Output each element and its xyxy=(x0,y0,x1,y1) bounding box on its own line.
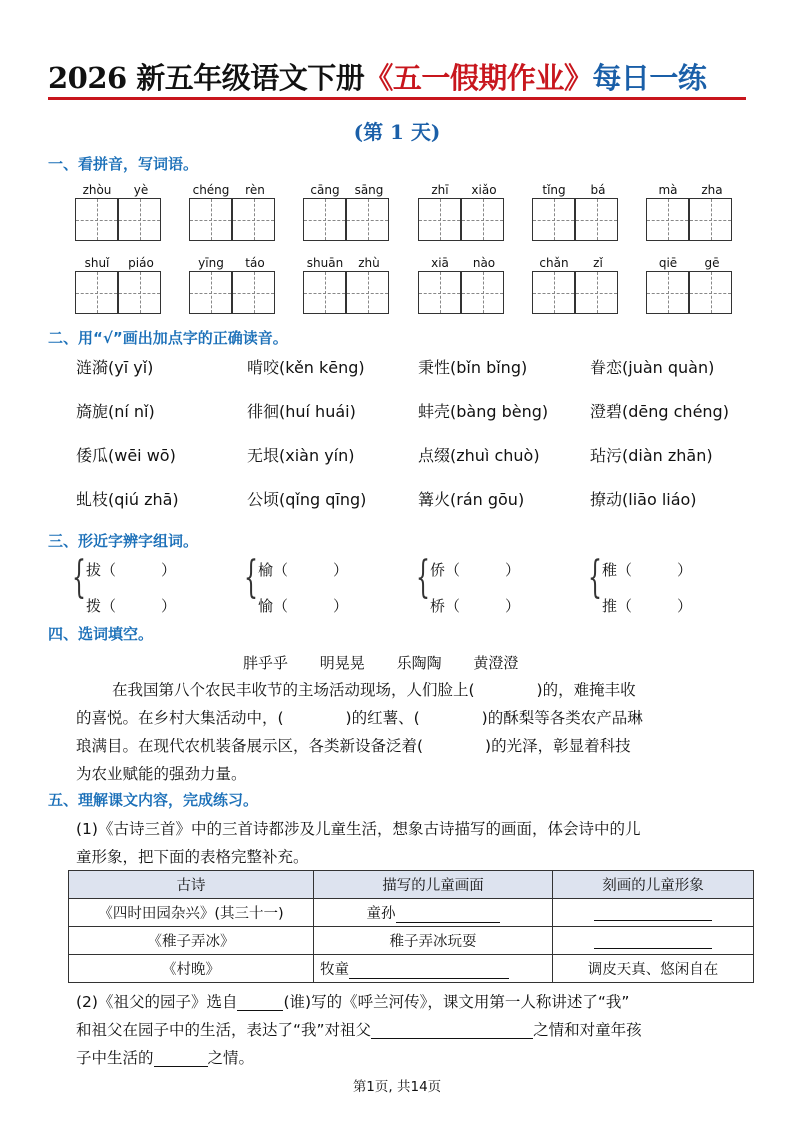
pinyin-label: zha xyxy=(701,183,723,197)
pinyin-label: zǐ xyxy=(593,256,603,270)
word-item: 胖乎乎 xyxy=(243,654,289,672)
para-line: 琅满目。在现代农机装备展示区，各类新设备泛着( )的光泽，彰显着科技 xyxy=(76,737,631,755)
section2-heading: 二、用“√”画出加点字的正确读音。 xyxy=(48,329,288,347)
page-number: 第1页, 共14页 xyxy=(352,1079,442,1095)
writing-cell[interactable] xyxy=(232,271,275,314)
table-header: 刻画的儿童形象 xyxy=(553,871,754,899)
table-header: 描写的儿童画面 xyxy=(314,871,553,899)
pinyin-label: chéng xyxy=(192,183,230,197)
pinyin-word-box xyxy=(189,256,277,326)
poem-cell: 《稚子弄冰》 xyxy=(69,927,314,955)
poem-cell: 《四时田园杂兴》(其三十一) xyxy=(69,899,314,927)
word-bank xyxy=(243,652,545,673)
pinyin-label: qiē xyxy=(658,256,678,270)
brace-icon: { xyxy=(72,552,86,603)
q1-text xyxy=(76,815,748,871)
section4-heading: 四、选词填空。 xyxy=(48,625,154,643)
reading-choice-item[interactable]: 旖旎(ní nǐ) xyxy=(76,402,155,421)
para-line: 在我国第八个农民丰收节的主场活动现场，人们脸上( )的，难掩丰收 xyxy=(112,681,636,699)
pinyin-label: nào xyxy=(472,256,496,270)
brace-icon: { xyxy=(244,552,258,603)
writing-cell[interactable] xyxy=(303,271,346,314)
image-cell xyxy=(553,927,754,955)
pinyin-label: bá xyxy=(590,183,606,197)
writing-cell[interactable] xyxy=(461,271,504,314)
pinyin-word-box xyxy=(532,256,620,326)
pinyin-label: xiā xyxy=(431,256,449,270)
reading-choice-item[interactable]: 无垠(xiàn yín) xyxy=(247,446,355,465)
image-cell xyxy=(553,899,754,927)
q2-line: 子中生活的 之情。 xyxy=(76,1049,255,1067)
subtitle: (第 1 天) xyxy=(353,120,441,144)
table-row xyxy=(69,927,754,955)
section1-heading: 一、看拼音，写词语。 xyxy=(48,155,199,173)
reading-choice-item[interactable]: 啃咬(kěn kēng) xyxy=(247,358,365,377)
char-blank[interactable]: 推（ ） xyxy=(602,597,693,615)
q1-line: (1)《古诗三首》中的三首诗都涉及儿童生活，想象古诗描写的画面，体会诗中的儿 xyxy=(76,820,641,838)
writing-cell[interactable] xyxy=(575,198,618,241)
pinyin-word-box xyxy=(189,183,277,253)
table-row xyxy=(69,899,754,927)
char-blank[interactable]: 稚（ ） xyxy=(602,561,693,579)
reading-choice-item[interactable]: 眷恋(juàn quàn) xyxy=(590,358,715,377)
pinyin-label: zhòu xyxy=(82,183,112,197)
q2-line: (2)《祖父的园子》选自 (谁)写的《呼兰河传》，课文用第一人称讲述了“我” xyxy=(76,993,630,1011)
brace-icon: { xyxy=(416,552,430,603)
word-item: 黄澄澄 xyxy=(473,654,519,672)
pinyin-label: sāng xyxy=(354,183,384,197)
writing-cell[interactable] xyxy=(346,271,389,314)
writing-cell[interactable] xyxy=(118,198,161,241)
writing-cell[interactable] xyxy=(189,271,232,314)
title-row xyxy=(48,56,748,96)
pinyin-label: yè xyxy=(133,183,149,197)
char-blank[interactable]: 愉（ ） xyxy=(258,597,349,615)
reading-choice-item[interactable]: 涟漪(yī yǐ) xyxy=(76,358,154,377)
reading-choice-item[interactable]: 秉性(bǐn bǐng) xyxy=(418,358,528,377)
reading-choice-item[interactable]: 撩动(liāo liáo) xyxy=(590,490,697,509)
writing-cell[interactable] xyxy=(461,198,504,241)
pinyin-label: rèn xyxy=(245,183,265,197)
writing-cell[interactable] xyxy=(118,271,161,314)
pinyin-word-box xyxy=(532,183,620,253)
answer-blank[interactable] xyxy=(594,904,712,921)
writing-cell[interactable] xyxy=(689,271,732,314)
table-row xyxy=(69,955,754,983)
writing-cell[interactable] xyxy=(418,198,461,241)
pinyin-label: shuān xyxy=(306,256,344,270)
char-blank[interactable]: 桥（ ） xyxy=(430,597,521,615)
reading-choice-item[interactable]: 澄碧(dēng chéng) xyxy=(590,402,729,421)
char-blank[interactable]: 拨（ ） xyxy=(86,597,177,615)
pinyin-word-box xyxy=(418,256,506,326)
answer-blank[interactable] xyxy=(237,994,283,1011)
writing-cell[interactable] xyxy=(232,198,275,241)
scene-cell: 童孙 xyxy=(314,899,553,927)
pinyin-label: táo xyxy=(245,256,265,270)
pinyin-label: yīng xyxy=(198,256,224,270)
pinyin-word-box xyxy=(303,183,391,253)
writing-cell[interactable] xyxy=(646,198,689,241)
section3-heading: 三、形近字辨字组词。 xyxy=(48,532,199,550)
writing-cell[interactable] xyxy=(532,271,575,314)
writing-cell[interactable] xyxy=(346,198,389,241)
writing-cell[interactable] xyxy=(689,198,732,241)
image-cell: 调皮天真、悠闲自在 xyxy=(553,955,754,983)
char-blank[interactable]: 榆（ ） xyxy=(258,561,349,579)
title-red: 《五一假期作业》 xyxy=(364,61,593,95)
answer-blank[interactable] xyxy=(154,1050,208,1067)
pinyin-label: tǐng xyxy=(542,183,566,197)
reading-choice-item[interactable]: 篝火(rán gōu) xyxy=(418,490,525,509)
title-blue: 每日一练 xyxy=(592,61,707,95)
page-title xyxy=(48,56,706,97)
reading-choice-item[interactable]: 点缀(zhuì chuò) xyxy=(418,446,540,465)
pinyin-label: xiǎo xyxy=(471,183,497,197)
writing-cell[interactable] xyxy=(575,271,618,314)
poem-cell: 《村晚》 xyxy=(69,955,314,983)
char-pair xyxy=(244,552,394,615)
q2-text xyxy=(76,988,748,1072)
writing-cell[interactable] xyxy=(75,198,118,241)
pinyin-word-box xyxy=(75,256,163,326)
section5-heading: 五、理解课文内容，完成练习。 xyxy=(48,791,259,809)
word-item: 明晃晃 xyxy=(319,654,365,672)
writing-cell[interactable] xyxy=(418,271,461,314)
table-header: 古诗 xyxy=(69,871,314,899)
para-line: 为农业赋能的强劲力量。 xyxy=(76,765,247,783)
fill-paragraph xyxy=(76,676,752,788)
writing-cell[interactable] xyxy=(532,198,575,241)
pinyin-word-box xyxy=(646,256,734,326)
char-blank[interactable]: 拔（ ） xyxy=(86,561,177,579)
pinyin-label: gē xyxy=(704,256,720,270)
pinyin-label: chǎn xyxy=(539,256,569,270)
answer-blank[interactable] xyxy=(349,962,509,979)
pinyin-label: cāng xyxy=(310,183,340,197)
reading-choice-item[interactable]: 虬枝(qiú zhā) xyxy=(76,490,179,509)
reading-choice-item[interactable]: 公顷(qǐng qīng) xyxy=(247,490,367,509)
pinyin-label: piáo xyxy=(128,256,154,270)
title-underline xyxy=(48,97,746,100)
pinyin-label: zhù xyxy=(358,256,380,270)
answer-blank[interactable] xyxy=(396,906,500,923)
pinyin-word-box xyxy=(303,256,391,326)
reading-choice-item[interactable]: 玷污(diàn zhān) xyxy=(590,446,713,465)
scene-cell: 稚子弄冰玩耍 xyxy=(314,927,553,955)
answer-blank[interactable] xyxy=(371,1022,533,1039)
poem-table xyxy=(68,870,754,983)
writing-cell[interactable] xyxy=(75,271,118,314)
brace-icon: { xyxy=(588,552,602,603)
q2-line: 和祖父在园子中的生活，表达了“我”对祖父 之情和对童年孩 xyxy=(76,1021,642,1039)
writing-cell[interactable] xyxy=(189,198,232,241)
pinyin-label: mà xyxy=(658,183,678,197)
word-item: 乐陶陶 xyxy=(396,654,442,672)
table-header-row xyxy=(69,871,754,899)
scene-cell: 牧童 xyxy=(314,955,553,983)
pinyin-label: zhī xyxy=(431,183,449,197)
char-pair xyxy=(416,552,566,615)
writing-cell[interactable] xyxy=(303,198,346,241)
pinyin-word-box xyxy=(418,183,506,253)
pinyin-word-box xyxy=(646,183,734,253)
char-pair xyxy=(72,552,222,615)
reading-choice-item[interactable]: 徘徊(huí huái) xyxy=(247,402,356,421)
reading-choice-item[interactable]: 蚌壳(bàng bèng) xyxy=(418,402,549,421)
char-blank[interactable]: 侨（ ） xyxy=(430,561,521,579)
para-line: 的喜悦。在乡村大集活动中，( )的红薯、( )的酥梨等各类农产品琳 xyxy=(76,709,643,727)
answer-blank[interactable] xyxy=(594,932,712,949)
pinyin-word-box xyxy=(75,183,163,253)
pinyin-label: shuǐ xyxy=(84,256,110,270)
reading-choice-item[interactable]: 倭瓜(wēi wō) xyxy=(76,446,176,465)
writing-cell[interactable] xyxy=(646,271,689,314)
q1-line: 童形象，把下面的表格完整补充。 xyxy=(76,848,309,866)
title-prefix: 2026 新五年级语文下册 xyxy=(48,61,365,95)
char-pair xyxy=(588,552,738,615)
